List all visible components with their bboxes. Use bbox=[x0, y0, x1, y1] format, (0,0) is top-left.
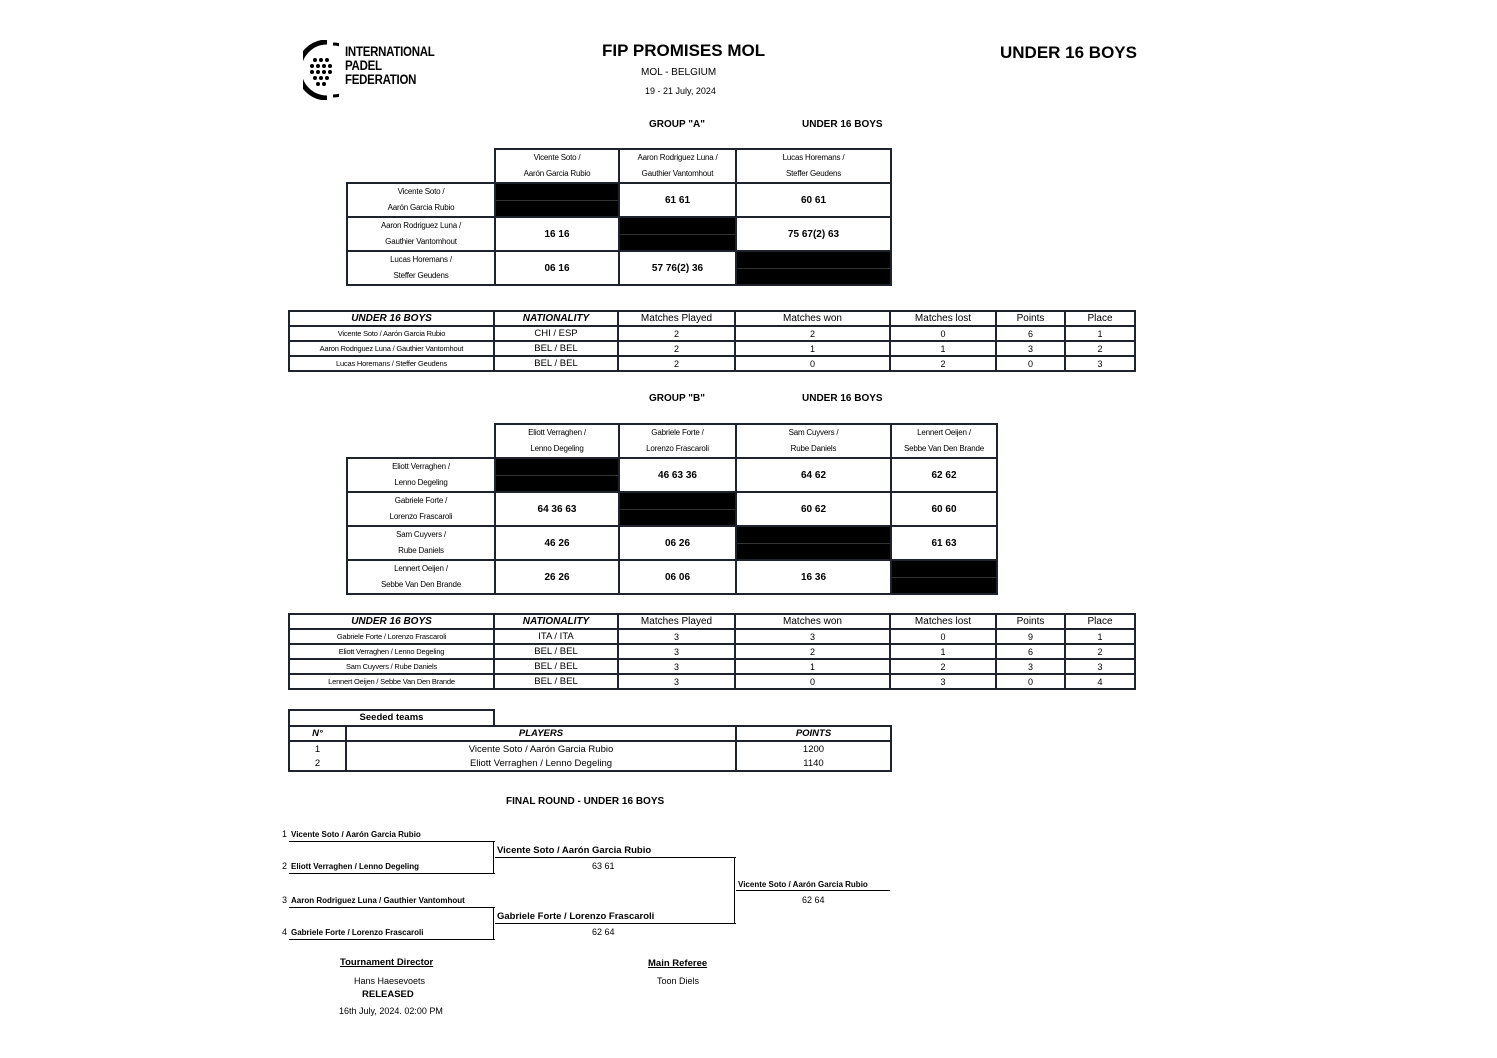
standings-header: Matches Played bbox=[618, 311, 735, 326]
padel-ball-logo-icon bbox=[303, 40, 339, 100]
row-header-team: Lennert Oeijen / Sebbe Van Den Brande bbox=[347, 560, 495, 594]
bracket-entry: Gabriele Forte / Lorenzo Frascaroli bbox=[291, 928, 424, 937]
match-score: 64 62 bbox=[736, 458, 891, 492]
self-match-cell bbox=[495, 458, 619, 492]
group-a-label: GROUP "A" bbox=[649, 119, 705, 130]
tournament-dates: 19 - 21 July, 2024 bbox=[645, 86, 716, 96]
col-header-team: Vicente Soto / Aarón Garcia Rubio bbox=[495, 149, 619, 183]
bracket-entry: Vicente Soto / Aarón Garcia Rubio bbox=[291, 830, 421, 839]
self-match-cell bbox=[495, 183, 619, 217]
match-score: 60 62 bbox=[736, 492, 891, 526]
row-header-team: Lucas Horemans / Steffer Geudens bbox=[347, 251, 495, 285]
group-b-label: GROUP "B" bbox=[649, 393, 705, 404]
self-match-cell bbox=[736, 526, 891, 560]
director-name: Hans Haesevoets bbox=[354, 976, 426, 986]
match-score: 06 26 bbox=[619, 526, 736, 560]
table-row: Aaron Rodriguez Luna / Gauthier Vantomhout BEL / BEL 2 1 1 3 2 bbox=[289, 341, 1135, 356]
director-label: Tournament Director bbox=[340, 957, 434, 968]
standings-header: Matches won bbox=[735, 614, 890, 629]
standings-header: Matches Played bbox=[618, 614, 735, 629]
match-score: 60 60 bbox=[891, 492, 997, 526]
table-row: Vicente Soto / Aarón Garcia Rubio CHI / ESP 2 2 0 6 1 bbox=[289, 326, 1135, 341]
seeded-header: PLAYERS bbox=[346, 726, 736, 741]
referee-name: Toon Diels bbox=[657, 976, 700, 986]
row-header-team: Eliott Verraghen / Lenno Degeling bbox=[347, 458, 495, 492]
standings-header: Points bbox=[996, 311, 1065, 326]
semi-winner: Vicente Soto / Aarón Garcia Rubio bbox=[497, 845, 652, 856]
match-score: 75 67(2) 63 bbox=[736, 217, 891, 251]
seeded-table bbox=[288, 725, 892, 772]
match-score: 62 62 bbox=[891, 458, 997, 492]
match-score: 61 61 bbox=[619, 183, 736, 217]
match-score: 57 76(2) 36 bbox=[619, 251, 736, 285]
match-score: 61 63 bbox=[891, 526, 997, 560]
match-score: 16 36 bbox=[736, 560, 891, 594]
bracket-entry: Aaron Rodriguez Luna / Gauthier Vantomhout bbox=[291, 896, 465, 905]
group-b-standings bbox=[288, 613, 1136, 690]
fip-logo bbox=[303, 40, 433, 100]
col-header-team: Eliott Verraghen / Lenno Degeling bbox=[495, 424, 619, 458]
standings-header: Matches lost bbox=[890, 614, 996, 629]
bracket-seed-number: 2 bbox=[282, 861, 288, 871]
referee-label: Main Referee bbox=[648, 958, 708, 969]
group-a-standings bbox=[288, 310, 1136, 372]
match-score: 64 36 63 bbox=[495, 492, 619, 526]
match-score: 60 61 bbox=[736, 183, 891, 217]
col-header-team: Aaron Rodriguez Luna / Gauthier Vantomhout bbox=[619, 149, 736, 183]
bracket-seed-number: 1 bbox=[282, 829, 288, 839]
standings-header: Matches lost bbox=[890, 311, 996, 326]
tournament-location: MOL - BELGIUM bbox=[641, 67, 717, 78]
match-score: 06 16 bbox=[495, 251, 619, 285]
release-time: 16th July, 2024. 02:00 PM bbox=[339, 1006, 443, 1016]
tournament-title: FIP PROMISES MOL bbox=[602, 41, 766, 60]
table-row: Lucas Horemans / Steffer Geudens BEL / BEL 2 0 2 0 3 bbox=[289, 356, 1135, 371]
category-title: UNDER 16 BOYS bbox=[1000, 43, 1137, 62]
table-row: Gabriele Forte / Lorenzo Frascaroli ITA / ITA 3 3 0 9 1 bbox=[289, 629, 1135, 644]
self-match-cell bbox=[891, 560, 997, 594]
table-row: 2 Eliott Verraghen / Lenno Degeling 1140 bbox=[289, 756, 891, 771]
seeded-title: Seeded teams bbox=[288, 709, 495, 727]
released-label: RELEASED bbox=[362, 989, 414, 1000]
standings-header: Place bbox=[1065, 614, 1135, 629]
group-b-matrix bbox=[346, 423, 998, 595]
semi-score: 62 64 bbox=[592, 927, 615, 937]
match-score: 16 16 bbox=[495, 217, 619, 251]
standings-header: Place bbox=[1065, 311, 1135, 326]
standings-header: UNDER 16 BOYS bbox=[289, 614, 494, 629]
group-b-category: UNDER 16 BOYS bbox=[802, 393, 883, 404]
standings-header: Matches won bbox=[735, 311, 890, 326]
final-round-title: FINAL ROUND - UNDER 16 BOYS bbox=[506, 796, 665, 807]
seeded-header: N° bbox=[289, 726, 346, 741]
standings-header: UNDER 16 BOYS bbox=[289, 311, 494, 326]
col-header-team: Gabriele Forte / Lorenzo Frascaroli bbox=[619, 424, 736, 458]
standings-header: Points bbox=[996, 614, 1065, 629]
match-score: 26 26 bbox=[495, 560, 619, 594]
semi-winner: Gabriele Forte / Lorenzo Frascaroli bbox=[497, 911, 655, 922]
match-score: 46 26 bbox=[495, 526, 619, 560]
champion: Vicente Soto / Aarón Garcia Rubio bbox=[738, 880, 868, 889]
row-header-team: Aaron Rodriguez Luna / Gauthier Vantomhout bbox=[347, 217, 495, 251]
match-score: 06 06 bbox=[619, 560, 736, 594]
col-header-team: Lennert Oeijen / Sebbe Van Den Brande bbox=[891, 424, 997, 458]
semi-score: 63 61 bbox=[592, 861, 615, 871]
row-header-team: Vicente Soto / Aarón Garcia Rubio bbox=[347, 183, 495, 217]
self-match-cell bbox=[619, 492, 736, 526]
row-header-team: Gabriele Forte / Lorenzo Frascaroli bbox=[347, 492, 495, 526]
col-header-team: Sam Cuyvers / Rube Daniels bbox=[736, 424, 891, 458]
col-header-team: Lucas Horemans / Steffer Geudens bbox=[736, 149, 891, 183]
seeded-header: POINTS bbox=[736, 726, 891, 741]
final-score: 62 64 bbox=[802, 895, 825, 905]
bracket-seed-number: 3 bbox=[282, 895, 288, 905]
table-row: 1 Vicente Soto / Aarón Garcia Rubio 1200 bbox=[289, 741, 891, 756]
group-a-category: UNDER 16 BOYS bbox=[802, 119, 883, 130]
row-header-team: Sam Cuyvers / Rube Daniels bbox=[347, 526, 495, 560]
table-row: Lennert Oeijen / Sebbe Van Den Brande BEL / BEL 3 0 3 0 4 bbox=[289, 674, 1135, 689]
self-match-cell bbox=[736, 251, 891, 285]
table-row: Sam Cuyvers / Rube Daniels BEL / BEL 3 1 2 3 3 bbox=[289, 659, 1135, 674]
federation-name: INTERNATIONAL PADEL FEDERATION bbox=[345, 44, 435, 87]
bracket-seed-number: 4 bbox=[282, 927, 288, 937]
bracket-entry: Eliott Verraghen / Lenno Degeling bbox=[291, 862, 420, 871]
standings-header: NATIONALITY bbox=[494, 311, 618, 326]
group-a-matrix bbox=[346, 148, 892, 286]
match-score: 46 63 36 bbox=[619, 458, 736, 492]
self-match-cell bbox=[619, 217, 736, 251]
table-row: Eliott Verraghen / Lenno Degeling BEL / BEL 3 2 1 6 2 bbox=[289, 644, 1135, 659]
standings-header: NATIONALITY bbox=[494, 614, 618, 629]
